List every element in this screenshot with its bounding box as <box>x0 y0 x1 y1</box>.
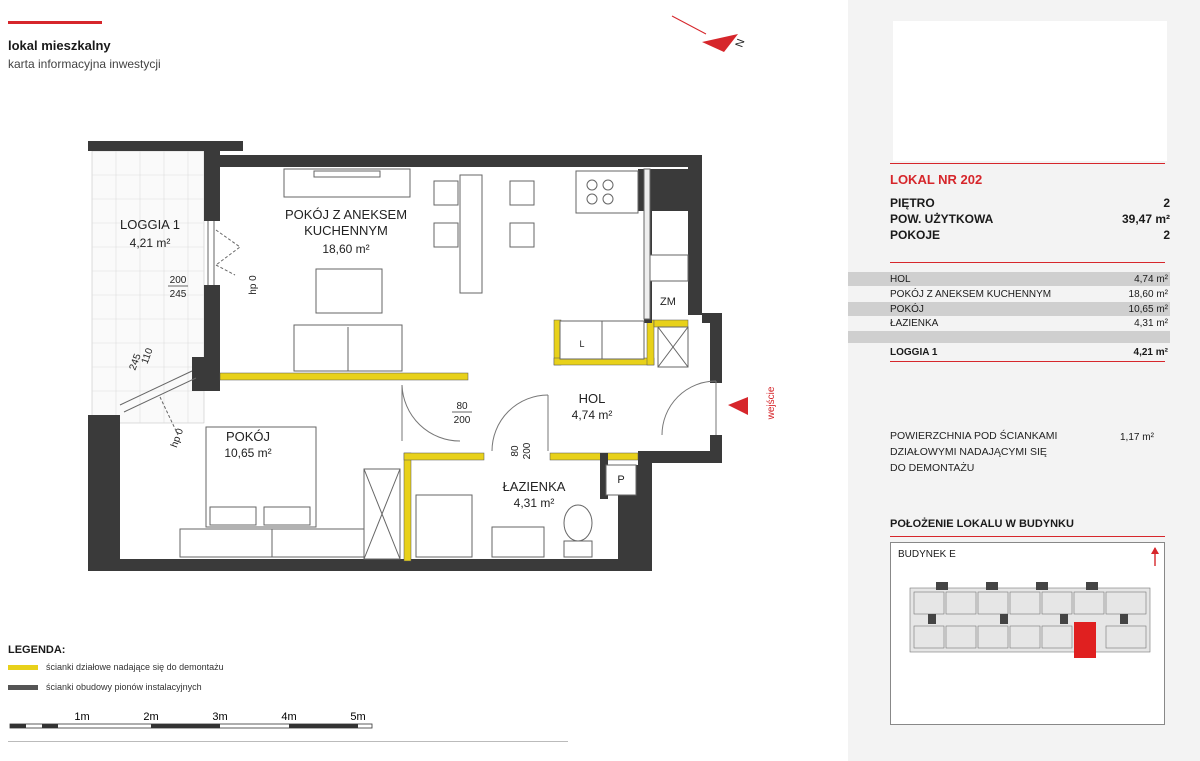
dim-door-lazienka-bottom: 200 <box>522 442 533 460</box>
demolish-area-line: POWIERZCHNIA POD ŚCIANKAMI <box>890 430 1058 442</box>
cooktop <box>576 171 638 213</box>
panel-rule <box>890 262 1165 263</box>
summary-floor <box>890 196 1170 210</box>
burner <box>603 180 613 190</box>
legend-title: LEGENDA: <box>8 644 66 656</box>
highlighted-unit <box>1074 622 1096 658</box>
dim-window-bottom: 245 <box>127 352 144 372</box>
demolish-wall <box>404 453 484 460</box>
dim-door-lazienka-top: 80 <box>510 445 521 457</box>
page-title: lokal mieszkalny <box>8 38 111 53</box>
mini-compass-icon <box>1148 546 1162 568</box>
door-swing <box>662 381 716 435</box>
room-row-spacer <box>848 331 1170 343</box>
hp-label-1: hp 0 <box>248 275 259 295</box>
chair <box>434 181 458 205</box>
door-swing <box>492 395 548 451</box>
wall <box>220 155 700 167</box>
demolish-wall <box>220 373 468 380</box>
scale-segment <box>42 724 58 728</box>
living-name-1: POKÓJ Z ANEKSEM <box>284 207 408 222</box>
room-name: POKÓJ Z ANEKSEM KUCHENNYM <box>890 288 1052 300</box>
shower <box>416 495 472 557</box>
panel-rule <box>890 536 1165 537</box>
panel-logo-box <box>893 21 1167 161</box>
room-area: 18,60 m² <box>1128 288 1168 300</box>
mini-building-plan <box>900 570 1160 670</box>
room-row-loggia <box>848 345 1170 359</box>
wall <box>204 285 220 371</box>
scale-segment <box>289 724 358 728</box>
panel-rule <box>890 163 1165 164</box>
summary-value: 2 <box>1163 196 1170 210</box>
room-name: ŁAZIENKA <box>890 317 939 329</box>
hol-area: 4,74 m² <box>571 408 613 422</box>
header-accent-bar <box>8 21 102 24</box>
summary-value: 39,47 m² <box>1121 212 1170 226</box>
room-area: 4,74 m² <box>1134 273 1168 285</box>
scale-bar <box>8 706 378 736</box>
dim-door-pokoj-bottom: 200 <box>453 415 471 426</box>
lazienka-area: 4,31 m² <box>513 496 555 510</box>
p-label: P <box>617 474 625 486</box>
scale-segment <box>151 724 220 728</box>
demolish-wall <box>550 453 638 460</box>
room-area: 4,31 m² <box>1134 317 1168 329</box>
demolish-area-value: 1,17 m² <box>1120 432 1154 443</box>
entrance-arrow <box>728 397 748 415</box>
dining-table <box>460 175 482 293</box>
l-label: L <box>579 339 585 349</box>
burner <box>587 180 597 190</box>
counter <box>644 169 650 319</box>
demolish-area-label <box>890 428 1100 476</box>
hp-label-2: hp 0 <box>169 427 187 450</box>
summary-key: POKOJE <box>890 228 941 242</box>
pillow <box>210 507 256 525</box>
legend-label: ścianki obudowy pionów instalacyjnych <box>46 682 202 692</box>
panel-rule <box>890 361 1165 362</box>
legend-swatch-gray <box>8 685 38 690</box>
dim-loggia-door-bottom: 245 <box>169 289 187 300</box>
wall <box>204 141 220 221</box>
room-area: 10,65 m² <box>1128 303 1168 315</box>
demolish-wall <box>647 320 654 365</box>
demolish-wall <box>404 453 411 561</box>
room-row-pokoj <box>848 302 1170 316</box>
zm-label: ZM <box>660 296 676 308</box>
wall <box>638 451 652 571</box>
scale-label: 5m <box>350 711 366 723</box>
wall <box>88 415 120 571</box>
demolish-area-line: DO DEMONTAŻU <box>890 462 975 474</box>
demolish-wall <box>654 320 688 327</box>
doors <box>402 381 716 451</box>
summary-value: 2 <box>1163 228 1170 242</box>
lazienka-name: ŁAZIENKA <box>502 479 566 494</box>
tv <box>314 171 380 177</box>
entrance-label: wejście <box>766 386 777 420</box>
compass-line <box>672 16 706 34</box>
dim-door-pokoj-top: 80 <box>456 401 468 412</box>
scale-label: 4m <box>281 711 297 723</box>
room-area: 4,21 m² <box>1133 346 1168 358</box>
summary-key: PIĘTRO <box>890 196 935 210</box>
building-label: BUDYNEK E <box>898 549 956 560</box>
compass-icon <box>668 12 758 56</box>
pokoj-area: 10,65 m² <box>224 446 272 460</box>
wall <box>710 313 722 383</box>
footer-rule <box>8 741 568 742</box>
dim-loggia-door-top: 200 <box>169 275 187 286</box>
chair <box>510 223 534 247</box>
summary-key: POW. UŻYTKOWA <box>890 212 994 226</box>
room-name: LOGGIA 1 <box>890 346 938 358</box>
room-row-hol <box>848 272 1170 286</box>
scale-label: 2m <box>143 711 159 723</box>
floor-plan <box>80 135 777 575</box>
sink <box>650 255 688 281</box>
burner <box>603 194 613 204</box>
legend-item-shaft <box>8 682 202 692</box>
burner <box>587 194 597 204</box>
pokoj-name: POKÓJ <box>225 429 271 444</box>
pillow <box>264 507 310 525</box>
living-name-2: KUCHENNYM <box>304 223 388 238</box>
summary-rooms <box>890 228 1170 242</box>
scale-segment <box>10 724 26 728</box>
legend-label: ścianki działowe nadające się do demontażu <box>46 662 224 672</box>
wall <box>88 559 652 571</box>
dim-window-top: 110 <box>139 346 156 366</box>
toilet-tank <box>564 541 592 557</box>
page-subtitle: karta informacyjna inwestycji <box>8 57 161 71</box>
wall <box>688 155 702 315</box>
location-title: POŁOŻENIE LOKALU W BUDYNKU <box>890 518 1074 530</box>
scale-label: 1m <box>74 711 90 723</box>
living-area: 18,60 m² <box>322 242 370 256</box>
room-row-living <box>848 287 1170 301</box>
room-name: HOL <box>890 273 911 285</box>
hol-name: HOL <box>578 391 606 406</box>
wall <box>650 451 722 463</box>
loggia-area: 4,21 m² <box>129 236 171 250</box>
demolish-area-line: DZIAŁOWYMI NADAJĄCYMI SIĘ <box>890 446 1047 458</box>
compass-label: N <box>733 37 748 50</box>
loggia-name: LOGGIA 1 <box>120 217 180 232</box>
room-row-lazienka <box>848 316 1170 330</box>
room-name: POKÓJ <box>890 303 924 315</box>
bed-frame <box>180 529 370 557</box>
summary-area <box>890 212 1170 226</box>
toilet <box>564 505 592 541</box>
lokal-number: LOKAL NR 202 <box>890 172 983 187</box>
legend-swatch-yellow <box>8 665 38 670</box>
coffee-table <box>316 269 382 313</box>
chair <box>510 181 534 205</box>
scale-label: 3m <box>212 711 228 723</box>
chair <box>434 223 458 247</box>
compass-arrow <box>702 34 738 52</box>
legend-item-demolish <box>8 662 224 672</box>
door-swing <box>402 385 460 441</box>
washbasin <box>492 527 544 557</box>
